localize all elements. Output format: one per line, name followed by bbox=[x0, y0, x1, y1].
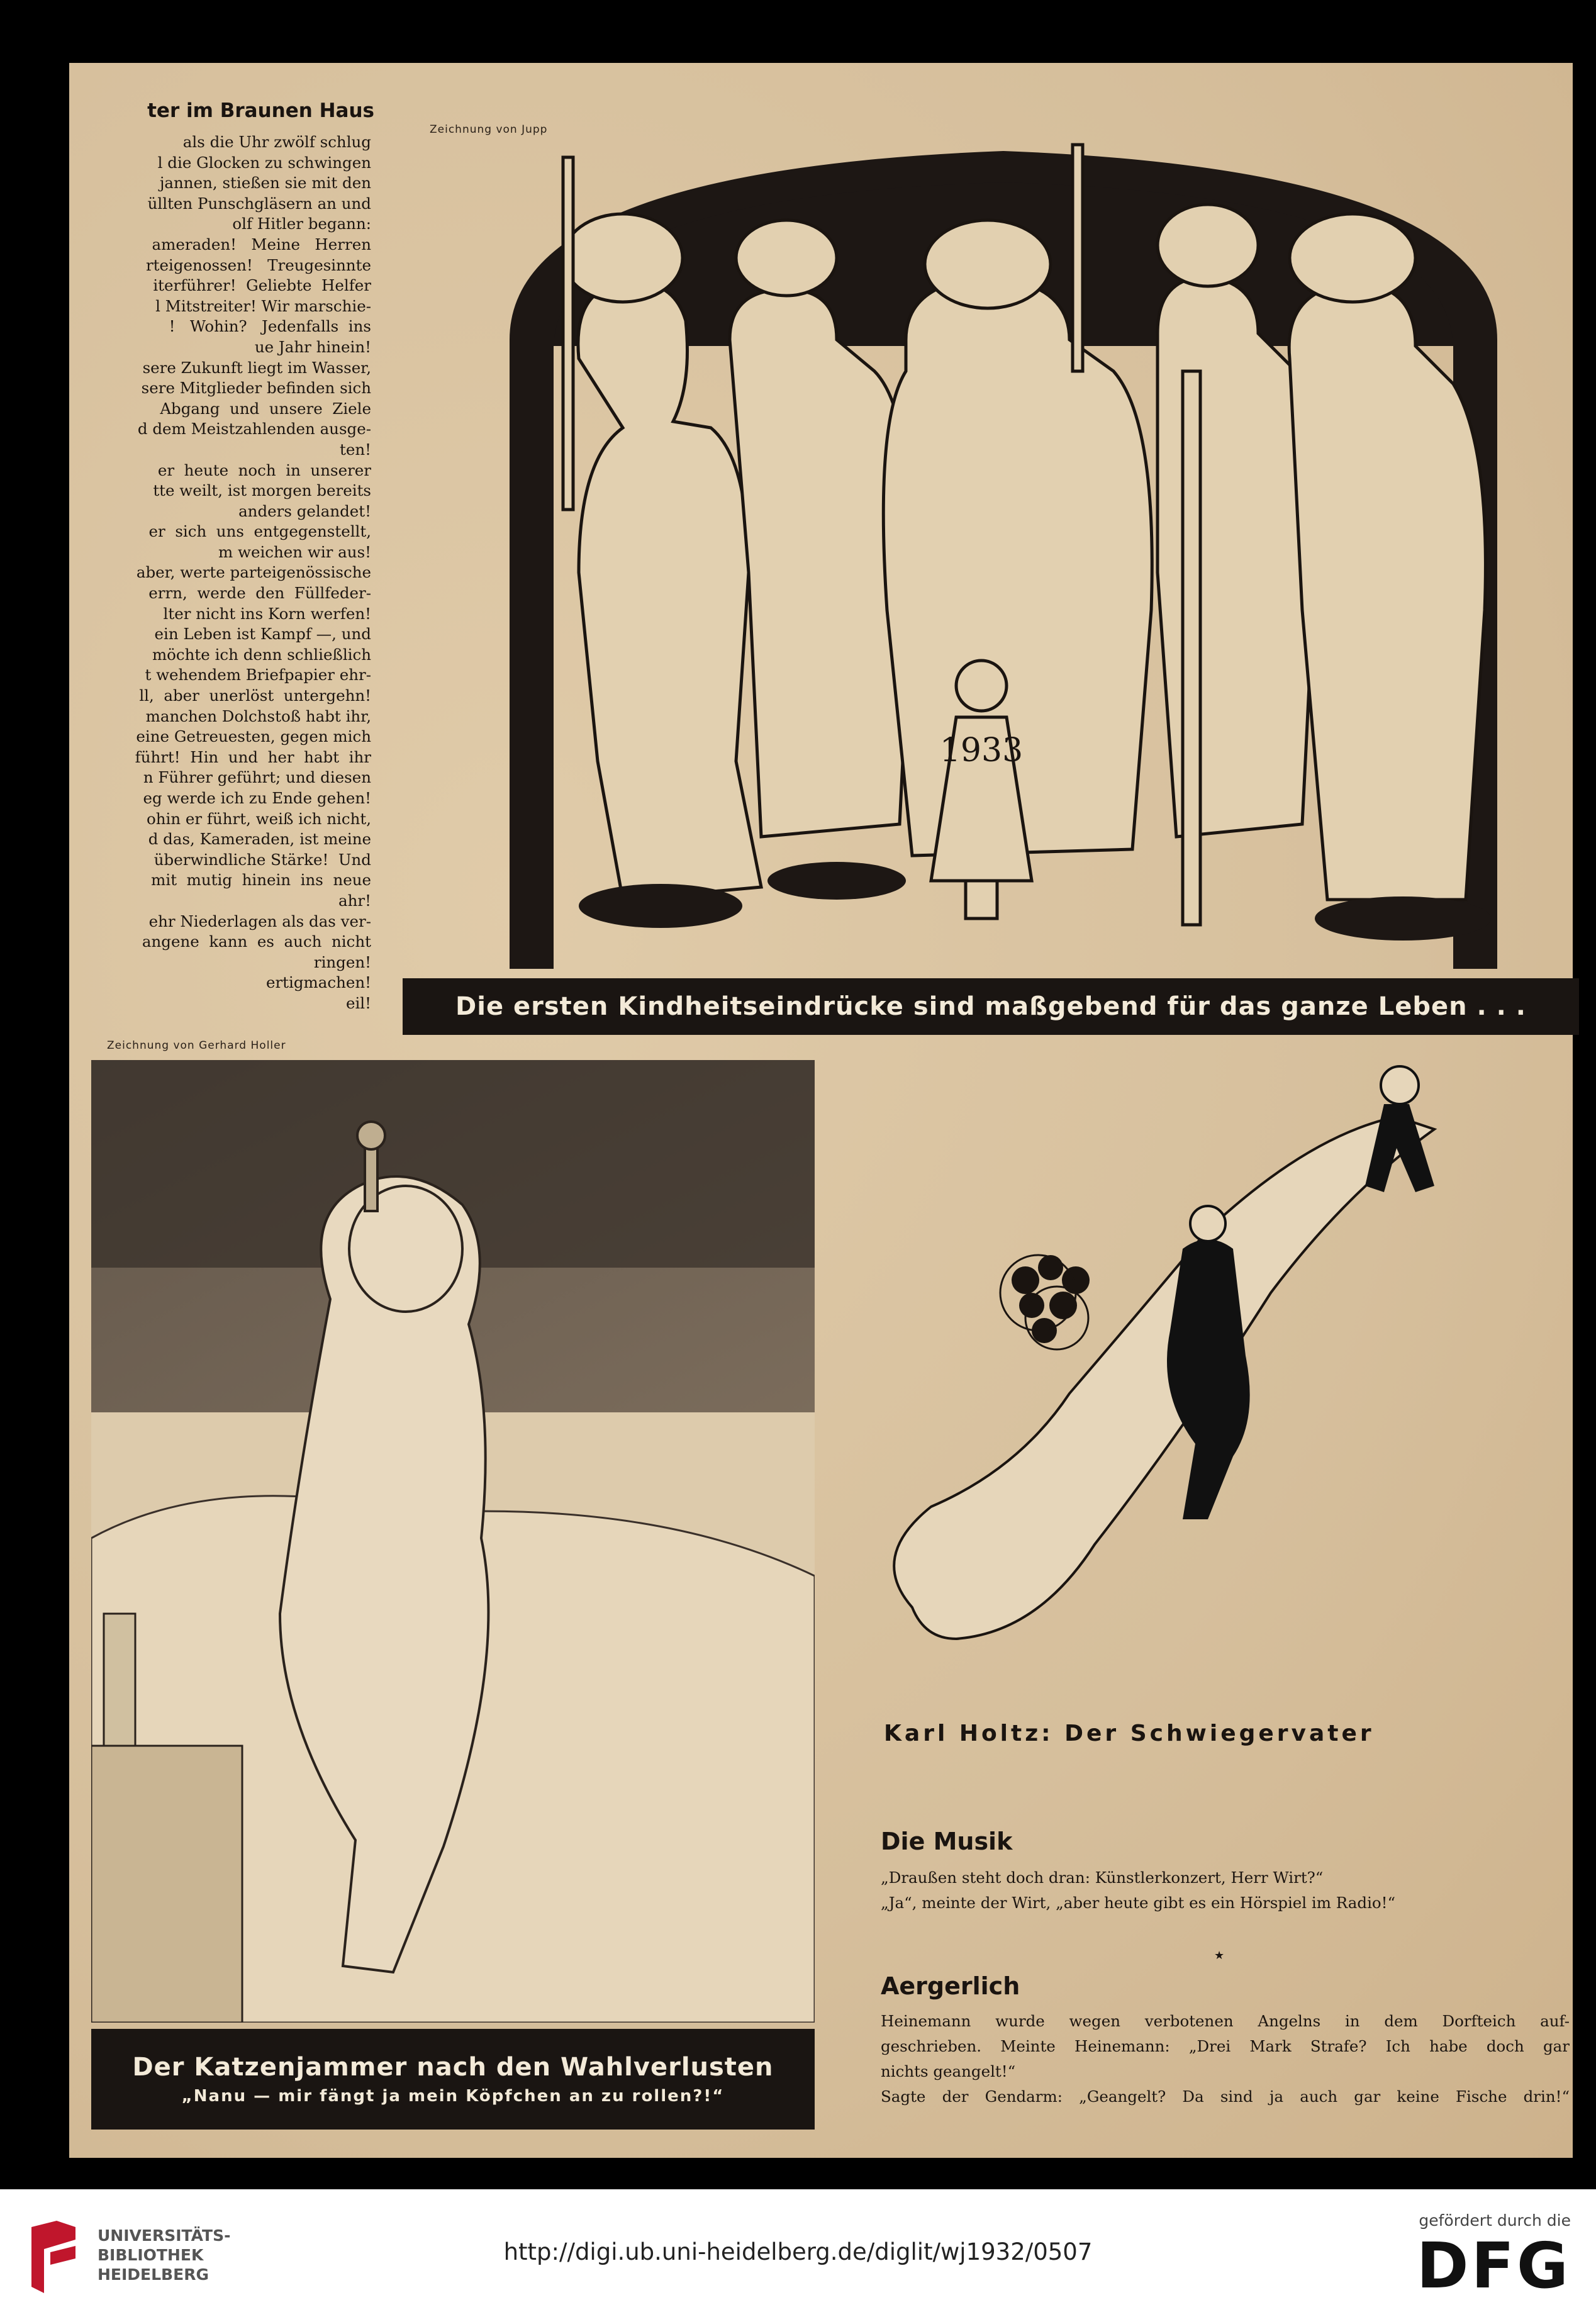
university-line: HEIDELBERG bbox=[98, 2265, 209, 2284]
column-line: jannen, stießen sie mit den bbox=[159, 174, 371, 193]
joke-heading-aergerlich: Aergerlich bbox=[881, 1972, 1020, 2000]
hangover-caption-quote: „Nanu — mir fängt ja mein Köpfchen an zu rollen?!“ bbox=[181, 2087, 725, 2106]
column-line: olf Hitler begann: bbox=[232, 215, 371, 233]
schwiegervater-title: Karl Holtz: Der Schwiegervater bbox=[884, 1721, 1375, 1746]
hangover-caption bbox=[91, 2029, 815, 2130]
column-line: d das, Kameraden, ist meine bbox=[148, 830, 371, 849]
column-line: ohin er führt, weiß ich nicht, bbox=[146, 809, 371, 828]
column-line: ringen! bbox=[313, 952, 371, 971]
joke-line: Sagte der Gendarm: „Geangelt? Da sind ja auch gar keine Fische drin!“ bbox=[881, 2087, 1570, 2106]
column-text bbox=[82, 132, 371, 1014]
column-line: ll, aber unerlöst untergehn! bbox=[139, 686, 371, 705]
source-url-link[interactable]: http://digi.ub.uni-heidelberg.de/diglit/wj1932/0507 bbox=[503, 2238, 1093, 2265]
funding-note: gefördert durch die bbox=[1419, 2211, 1571, 2230]
footer-bar bbox=[0, 2189, 1596, 2317]
joke-line: „Ja“, meinte der Wirt, „aber heute gibt es ein Hörspiel im Radio!“ bbox=[881, 1894, 1396, 1912]
column-line: als die Uhr zwölf schlug bbox=[182, 133, 371, 151]
joke-text-musik bbox=[881, 1865, 1570, 1916]
column-line: mit mutig hinein ins neue bbox=[151, 871, 371, 890]
hangover-caption-title: Der Katzenjammer nach den Wahlverlusten bbox=[132, 2053, 774, 2082]
column-line: ehr Niederlagen als das ver- bbox=[148, 912, 371, 930]
column-line: m weichen wir aus! bbox=[218, 542, 371, 561]
column-line: angene kann es auch nicht bbox=[142, 932, 371, 951]
column-line: iterführer! Geliebte Helfer bbox=[153, 276, 371, 295]
column-line: l Mitstreiter! Wir marschie- bbox=[155, 296, 371, 315]
column-line: ahr! bbox=[338, 891, 371, 910]
column-line: ertigmachen! bbox=[265, 973, 371, 992]
column-line: tte weilt, ist morgen bereits bbox=[153, 481, 371, 500]
column-line: ein Leben ist Kampf —, und bbox=[154, 625, 371, 644]
separator-star: ★ bbox=[1214, 1949, 1225, 1962]
year-label: 1933 bbox=[939, 732, 1024, 769]
top-cartoon-caption: Die ersten Kindheitseindrücke sind maßgebend für das ganze Leben . . . bbox=[403, 978, 1579, 1035]
column-line: aber, werte parteigenössische bbox=[136, 563, 371, 582]
university-line: BIBLIOTHEK bbox=[98, 2246, 204, 2264]
column-line: er heute noch in unserer bbox=[157, 461, 371, 479]
column-line: er sich uns entgegenstellt, bbox=[148, 522, 371, 541]
column-line: üllten Punschgläsern an und bbox=[147, 194, 371, 213]
column-line: eine Getreuesten, gegen mich bbox=[136, 727, 371, 746]
joke-line: „Draußen steht doch dran: Künstlerkonzert, Herr Wirt?“ bbox=[881, 1868, 1324, 1887]
joke-line: geschrieben. Meinte Heinemann: „Drei Mark Strafe? Ich habe doch gar bbox=[881, 2037, 1570, 2055]
credit-jupp: Zeichnung von Jupp bbox=[430, 123, 548, 136]
column-line: ameraden! Meine Herren bbox=[152, 235, 371, 254]
column-line: manchen Dolchstoß habt ihr, bbox=[145, 706, 371, 725]
credit-holler: Zeichnung von Gerhard Holler bbox=[107, 1039, 286, 1052]
column-line: lter nicht ins Korn werfen! bbox=[163, 604, 371, 623]
schwiegervater-cartoon bbox=[830, 1041, 1573, 1670]
column-line: ! Wohin? Jedenfalls ins bbox=[169, 317, 371, 336]
column-line: überwindliche Stärke! Und bbox=[153, 850, 371, 869]
university-line: UNIVERSITÄTS- bbox=[98, 2226, 231, 2245]
joke-heading-musik: Die Musik bbox=[881, 1828, 1013, 1855]
column-line: rteigenossen! Treugesinnte bbox=[145, 255, 371, 274]
column-line: sere Zukunft liegt im Wasser, bbox=[142, 358, 371, 377]
column-line: führt! Hin und her habt ihr bbox=[135, 747, 371, 766]
column-line: eil! bbox=[345, 993, 371, 1012]
column-line: ue Jahr hinein! bbox=[254, 337, 371, 356]
dfg-logo: DFG bbox=[1416, 2229, 1571, 2303]
soldiers-cartoon bbox=[434, 132, 1573, 969]
joke-line: Heinemann wurde wegen verbotenen Angelns in dem Dorfteich auf- bbox=[881, 2012, 1570, 2030]
column-line: errn, werde den Füllfeder- bbox=[148, 584, 371, 603]
column-line: anders gelandet! bbox=[238, 501, 371, 520]
column-title: ter im Braunen Haus bbox=[147, 99, 374, 122]
hangover-sketch bbox=[91, 1060, 815, 2023]
column-line: Abgang und unsere Ziele bbox=[160, 399, 371, 418]
joke-text-aergerlich bbox=[881, 2009, 1570, 2109]
column-line: d dem Meistzahlenden ausge- bbox=[137, 420, 371, 438]
column-line: eg werde ich zu Ende gehen! bbox=[143, 789, 371, 807]
column-line: n Führer geführt; und diesen bbox=[143, 768, 371, 787]
column-line: l die Glocken zu schwingen bbox=[157, 153, 371, 172]
column-line: ten! bbox=[340, 440, 371, 459]
column-line: möchte ich denn schließlich bbox=[142, 645, 371, 664]
column-line: sere Mitglieder befinden sich bbox=[141, 379, 371, 398]
column-line: t wehendem Briefpapier ehr- bbox=[145, 666, 371, 684]
joke-line: nichts geangelt!“ bbox=[881, 2062, 1016, 2080]
